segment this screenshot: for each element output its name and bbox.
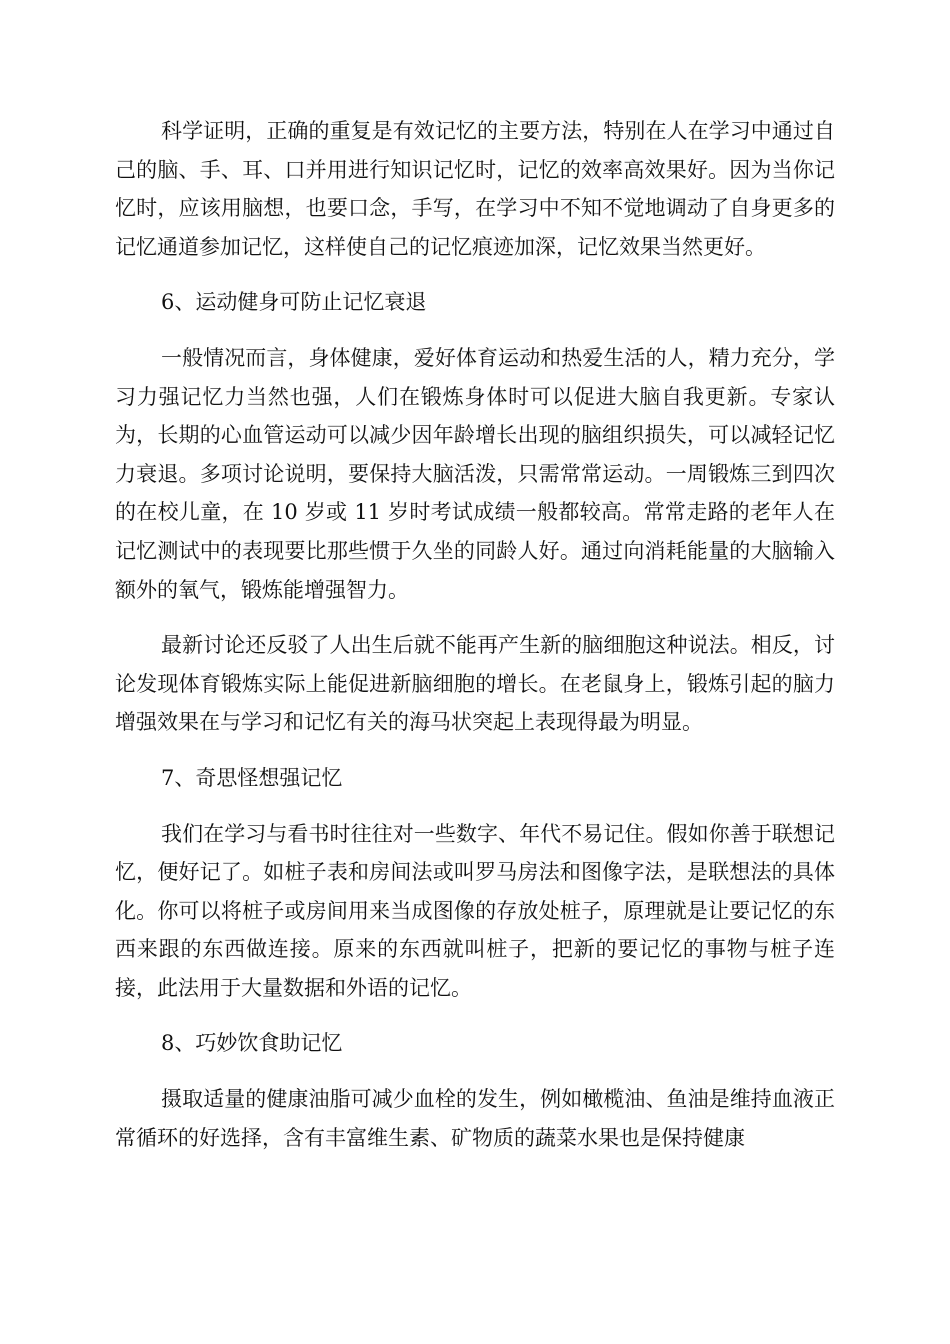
paragraph-association-memory: 我们在学习与看书时往往对一些数字、年代不易记住。假如你善于联想记忆，便好记了。如桩子表和房间法或叫罗马房法和图像字法，是联想法的具体化。你可以将桩子或房间用来当成图像的存放处桩子，原理就是让要记忆的东西来跟的东西做连接。原来的东西就叫桩子，把新的要记忆的事物与桩子连接，此法用于大量数据和外语的记忆。 [115,821,835,1000]
paragraph-new-brain-cells: 最新讨论还反驳了人出生后就不能再产生新的脑细胞这种说法。相反，讨论发现体育锻炼实际上能促进新脑细胞的增长。在老鼠身上，锻炼引起的脑力增强效果在与学习和记忆有关的海马状突起上表现得最为明显。 [115,633,835,735]
paragraph-exercise-memory: 一般情况而言，身体健康，爱好体育运动和热爱生活的人，精力充分，学习力强记忆力当然也强，人们在锻炼身体时可以促进大脑自我更新。专家认为，长期的心血管运动可以减少因年龄增长出现的脑组织损失，可以减轻记忆力衰退。多项讨论说明，要保持大脑活泼，只需常常运动。一周锻炼三到四次的在校儿童，在 10 岁或 11 岁时考试成绩一般都较高。常常走路的老年人在记忆测试中的表现要比那些惯于久坐的同龄人好。通过向消耗能量的大脑输入额外的氧气，锻炼能增强智力。 [115,345,835,602]
paragraph-diet-memory: 摄取适量的健康油脂可减少血栓的发生，例如橄榄油、鱼油是维持血液正常循环的好选择，含有丰富维生素、矿物质的蔬菜水果也是保持健康 [115,1087,835,1150]
paragraph-repetition-memory: 科学证明，正确的重复是有效记忆的主要方法，特别在人在学习中通过自己的脑、手、耳、口并用进行知识记忆时，记忆的效率高效果好。因为当你记忆时，应该用脑想，也要口念，手写，在学习中不知不觉地调动了自身更多的记忆通道参加记忆，这样使自己的记忆痕迹加深，记忆效果当然更好。 [115,119,835,259]
section-heading-7: 7、奇思怪想强记忆 [161,765,343,790]
section-heading-8: 8、巧妙饮食助记忆 [161,1031,343,1056]
section-heading-6: 6、运动健身可防止记忆衰退 [161,290,427,315]
